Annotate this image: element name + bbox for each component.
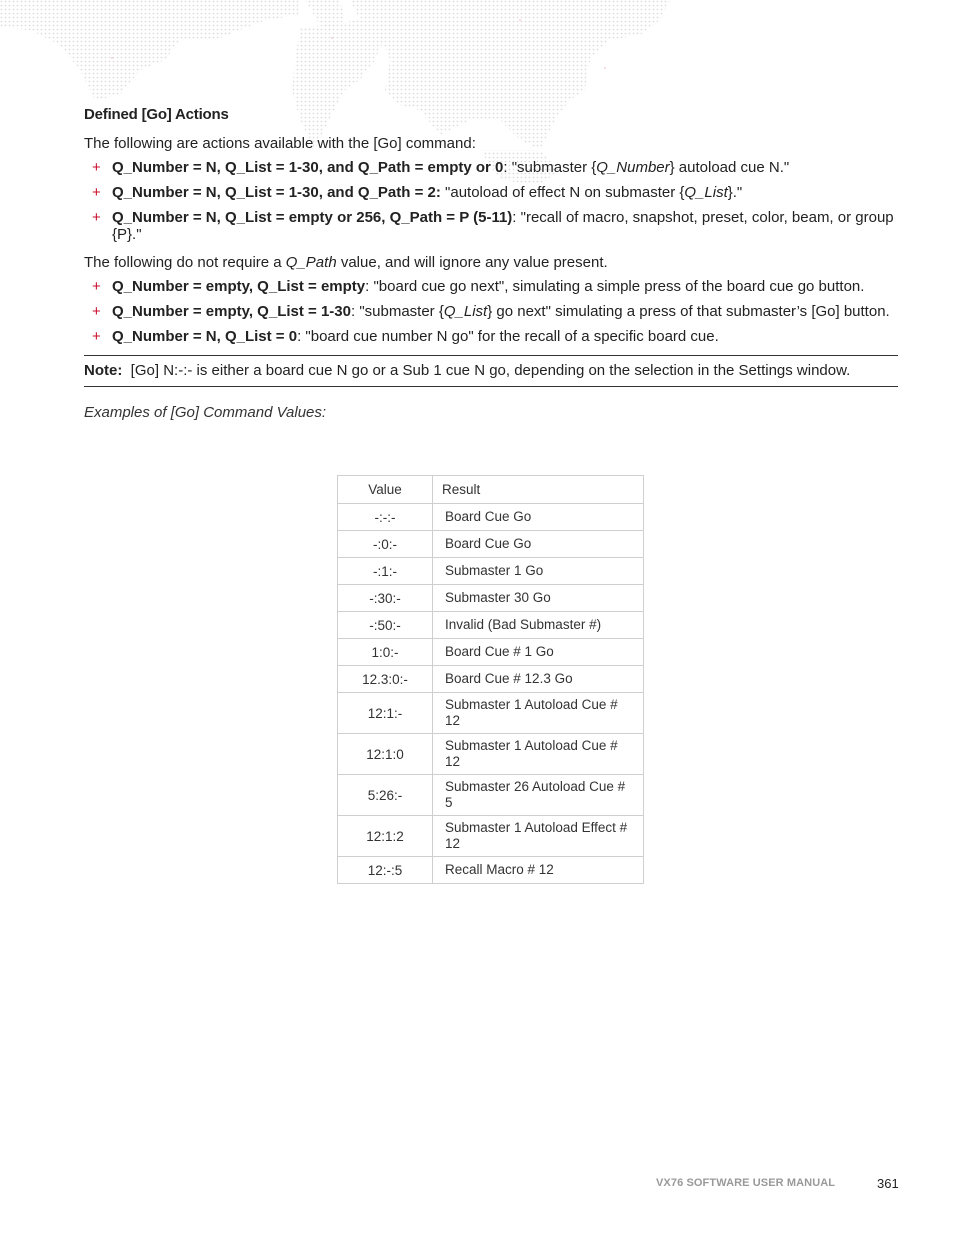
value-cell: -:1:- <box>338 558 433 585</box>
plus-icon: + <box>92 184 101 201</box>
value-cell: -:-:- <box>338 504 433 531</box>
list-item: + Q_Number = N, Q_List = 0: "board cue number N go" for the recall of a specific board cue. <box>92 328 719 345</box>
note-text: N:-:- is either a board cue N go or a Sub 1 cue N go, depending on the selection in the Settings window. <box>159 362 851 379</box>
value-cell: 12:1:0 <box>338 734 433 775</box>
result-cell: Submaster 1 Autoload Cue # 12 <box>433 693 644 734</box>
result-cell: Recall Macro # 12 <box>433 857 644 884</box>
table-row <box>338 693 644 734</box>
footer-page-number: 361 <box>877 1176 899 1191</box>
table-row <box>338 639 644 666</box>
result-cell: Submaster 1 Autoload Cue # 12 <box>433 734 644 775</box>
value-cell: 12:1:- <box>338 693 433 734</box>
value-cell: 12.3:0:- <box>338 666 433 693</box>
table-row <box>338 857 644 884</box>
value-cell: 12:-:5 <box>338 857 433 884</box>
value-cell: 12:1:2 <box>338 816 433 857</box>
value-cell: -:30:- <box>338 585 433 612</box>
footer-manual-title: VX76 SOFTWARE USER MANUAL <box>656 1177 836 1189</box>
table-caption: Examples of [Go] Command Values: <box>84 404 327 421</box>
result-cell: Board Cue Go <box>433 531 644 558</box>
no-path-actions-list <box>84 278 898 345</box>
section-heading: Defined [Go] Actions <box>84 106 229 123</box>
value-cell: -:50:- <box>338 612 433 639</box>
table-row <box>338 666 644 693</box>
value-cell: 5:26:- <box>338 775 433 816</box>
table-row <box>338 612 644 639</box>
result-cell: Board Cue # 1 Go <box>433 639 644 666</box>
result-cell: Submaster 1 Autoload Effect # 12 <box>433 816 644 857</box>
table-header-row <box>338 476 644 504</box>
plus-icon: + <box>92 328 101 345</box>
go-command-values-table <box>337 475 644 884</box>
plus-icon: + <box>92 303 101 320</box>
list-item: + Q_Number = empty, Q_List = empty: "board cue go next", simulating a simple press of the board cue go button. <box>92 278 865 295</box>
value-cell: 1:0:- <box>338 639 433 666</box>
note-key: [Go] <box>130 362 160 379</box>
result-cell: Board Cue # 12.3 Go <box>433 666 644 693</box>
result-cell: Submaster 30 Go <box>433 585 644 612</box>
result-cell: Submaster 26 Autoload Cue # 5 <box>433 775 644 816</box>
list-item: + Q_Number = N, Q_List = 1-30, and Q_Path = empty or 0: "submaster {Q_Number} autoload cue N." <box>92 159 790 176</box>
result-cell: Board Cue Go <box>433 504 644 531</box>
column-header-result: Result <box>433 476 644 504</box>
list-item: + Q_Number = empty, Q_List = 1-30: "submaster {Q_List} go next" simulating a press of that submaster’s [Go] button. <box>92 303 890 320</box>
table-row <box>338 775 644 816</box>
plus-icon: + <box>92 159 101 176</box>
list-item: + Q_Number = N, Q_List = empty or 256, Q_Path = P (5-11): "recall of macro, snapshot, preset, color, beam, or group {P}." <box>92 209 894 243</box>
value-cell: -:0:- <box>338 531 433 558</box>
column-header-value: Value <box>338 476 433 504</box>
result-cell: Submaster 1 Go <box>433 558 644 585</box>
page-content <box>84 106 898 421</box>
go-actions-list <box>84 159 898 243</box>
table-row <box>338 585 644 612</box>
intro-paragraph: The following are actions available with the [Go] command: <box>84 135 476 152</box>
list-item: + Q_Number = N, Q_List = 1-30, and Q_Path = 2: "autoload of effect N on submaster {Q_List}." <box>92 184 743 201</box>
table-row <box>338 558 644 585</box>
table-row <box>338 734 644 775</box>
note-label: Note: <box>84 362 123 379</box>
note-box <box>84 355 898 387</box>
plus-icon: + <box>92 278 101 295</box>
intro2-paragraph: The following do not require a Q_Path value, and will ignore any value present. <box>84 254 608 271</box>
table-row <box>338 816 644 857</box>
plus-icon: + <box>92 209 101 226</box>
result-cell: Invalid (Bad Submaster #) <box>433 612 644 639</box>
table-row <box>338 531 644 558</box>
table-row <box>338 504 644 531</box>
